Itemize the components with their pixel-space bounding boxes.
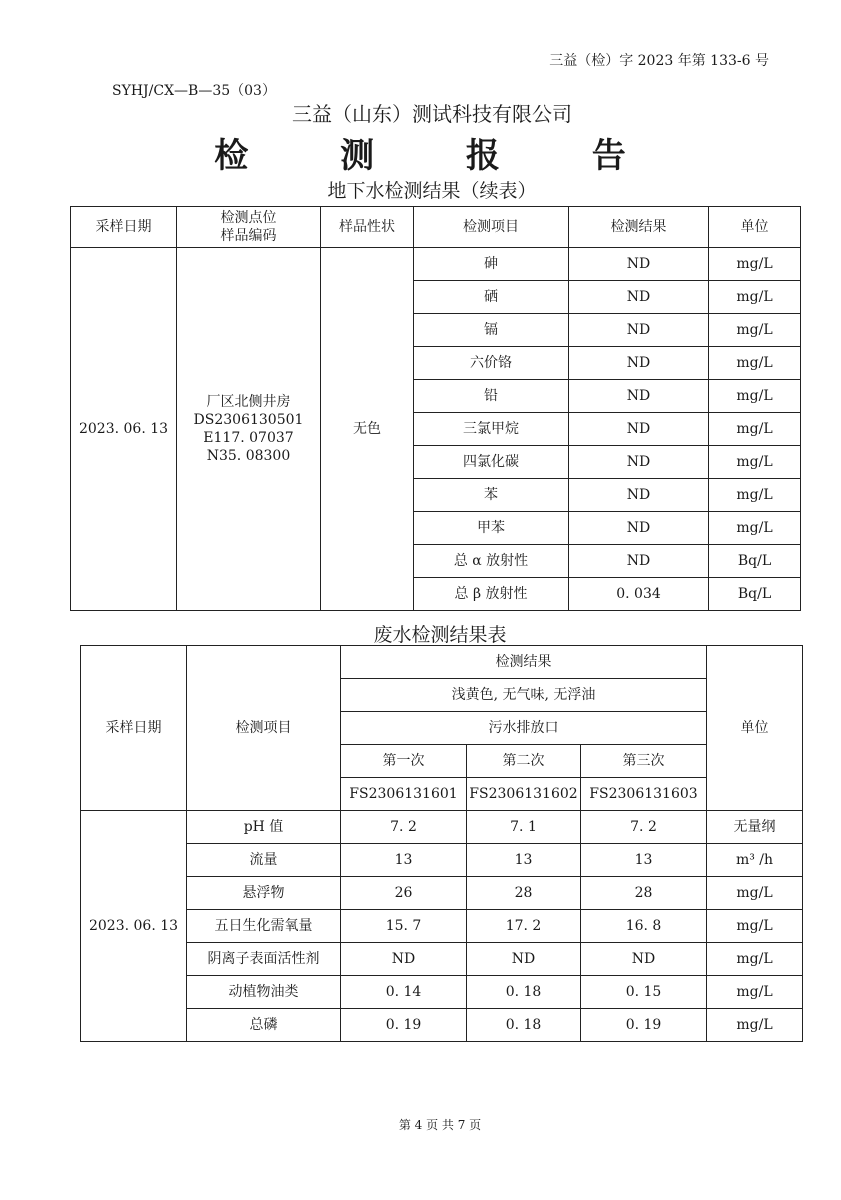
form-code: SYHJ/CX—B—35（03） [112,83,276,99]
header-result: 检测结果 [569,207,709,248]
header-sampling-date: 采样日期 [81,646,187,811]
item-unit: 无量纲 [707,811,803,844]
item-name: 镉 [414,314,569,347]
item-name: 总 α 放射性 [414,545,569,578]
item-unit: mg/L [707,976,803,1009]
item-value: 13 [581,844,707,877]
table-row [81,811,803,844]
item-name: 苯 [414,479,569,512]
item-name: 铅 [414,380,569,413]
item-value: 0. 19 [581,1009,707,1042]
header-result: 检测结果 [341,646,707,679]
header-item: 检测项目 [414,207,569,248]
header-round-3: 第三次 [581,745,707,778]
item-name: 六价铬 [414,347,569,380]
item-value: 13 [467,844,581,877]
item-value: 28 [467,877,581,910]
item-name: 阴离子表面活性剂 [187,943,341,976]
report-title: 检 测 报 告 [214,136,666,176]
report-number: 三益（检）字 2023 年第 133-6 号 [549,53,769,69]
item-unit: mg/L [707,943,803,976]
table-row [81,976,803,1009]
groundwater-caption: 地下水检测结果（续表） [327,180,537,202]
wastewater-header-row [81,646,803,679]
item-result: ND [569,413,709,446]
item-name: 砷 [414,248,569,281]
table-row [81,943,803,976]
item-name: 流量 [187,844,341,877]
table-row [81,1009,803,1042]
item-value: 16. 8 [581,910,707,943]
item-name: pH 值 [187,811,341,844]
table-row [81,910,803,943]
item-name: 甲苯 [414,512,569,545]
table-row [81,844,803,877]
sampling-date: 2023. 06. 13 [71,248,177,611]
sample-code: DS2306130501 [193,411,304,428]
header-point: 检测点位 [220,209,277,226]
sampling-date: 2023. 06. 13 [81,811,187,1042]
item-result: ND [569,314,709,347]
item-value: 26 [341,877,467,910]
item-unit: mg/L [709,512,801,545]
item-unit: mg/L [709,281,801,314]
item-result: ND [569,512,709,545]
item-value: 7. 1 [467,811,581,844]
header-round-1: 第一次 [341,745,467,778]
longitude: E117. 07037 [203,430,294,446]
item-unit: mg/L [707,1009,803,1042]
item-name: 总 β 放射性 [414,578,569,611]
header-code-1: FS2306131601 [341,778,467,811]
item-value: ND [581,943,707,976]
table-row [71,248,801,281]
item-value: 0. 19 [341,1009,467,1042]
item-value: 0. 18 [467,976,581,1009]
item-value: 0. 14 [341,976,467,1009]
header-code: 样品编码 [220,228,277,244]
header-item: 检测项目 [187,646,341,811]
item-result: ND [569,380,709,413]
item-name: 三氯甲烷 [414,413,569,446]
item-name: 硒 [414,281,569,314]
item-unit: mg/L [709,314,801,347]
wastewater-results-table [80,645,803,1042]
item-value: 15. 7 [341,910,467,943]
item-value: 17. 2 [467,910,581,943]
item-unit: mg/L [707,910,803,943]
header-code-2: FS2306131602 [467,778,581,811]
header-sample-trait: 样品性状 [321,207,414,248]
item-unit: mg/L [707,877,803,910]
table-row [81,877,803,910]
item-unit: mg/L [709,380,801,413]
header-unit: 单位 [707,646,803,811]
item-value: 7. 2 [341,811,467,844]
sampling-location [177,248,321,611]
item-name: 悬浮物 [187,877,341,910]
item-value: 0. 18 [467,1009,581,1042]
item-unit: m³ /h [707,844,803,877]
item-name: 动植物油类 [187,976,341,1009]
item-unit: mg/L [709,248,801,281]
item-name: 总磷 [187,1009,341,1042]
sample-trait: 无色 [321,248,414,611]
latitude: N35. 08300 [206,448,291,465]
header-sampling-date: 采样日期 [71,207,177,248]
groundwater-results-table [70,206,801,611]
item-result: 0. 034 [569,578,709,611]
company-name: 三益（山东）测试科技有限公司 [292,102,572,126]
item-unit: mg/L [709,413,801,446]
item-unit: Bq/L [709,578,801,611]
item-result: ND [569,479,709,512]
header-sample-trait: 浅黄色, 无气味, 无浮油 [341,679,707,712]
item-value: 13 [341,844,467,877]
header-round-2: 第二次 [467,745,581,778]
item-result: ND [569,281,709,314]
header-code-3: FS2306131603 [581,778,707,811]
item-value: 28 [581,877,707,910]
page-footer: 第 4 页 共 7 页 [398,1118,482,1132]
groundwater-header-row [71,207,801,248]
item-unit: mg/L [709,446,801,479]
header-location: 污水排放口 [341,712,707,745]
header-point-code [177,207,321,248]
item-result: ND [569,248,709,281]
item-result: ND [569,347,709,380]
item-name: 四氯化碳 [414,446,569,479]
item-value: ND [467,943,581,976]
item-name: 五日生化需氧量 [187,910,341,943]
item-value: ND [341,943,467,976]
wastewater-caption: 废水检测结果表 [373,624,507,646]
header-unit: 单位 [709,207,801,248]
item-unit: mg/L [709,347,801,380]
location-name: 厂区北侧井房 [206,393,291,410]
item-value: 0. 15 [581,976,707,1009]
item-unit: Bq/L [709,545,801,578]
item-result: ND [569,545,709,578]
item-unit: mg/L [709,479,801,512]
item-result: ND [569,446,709,479]
item-value: 7. 2 [581,811,707,844]
